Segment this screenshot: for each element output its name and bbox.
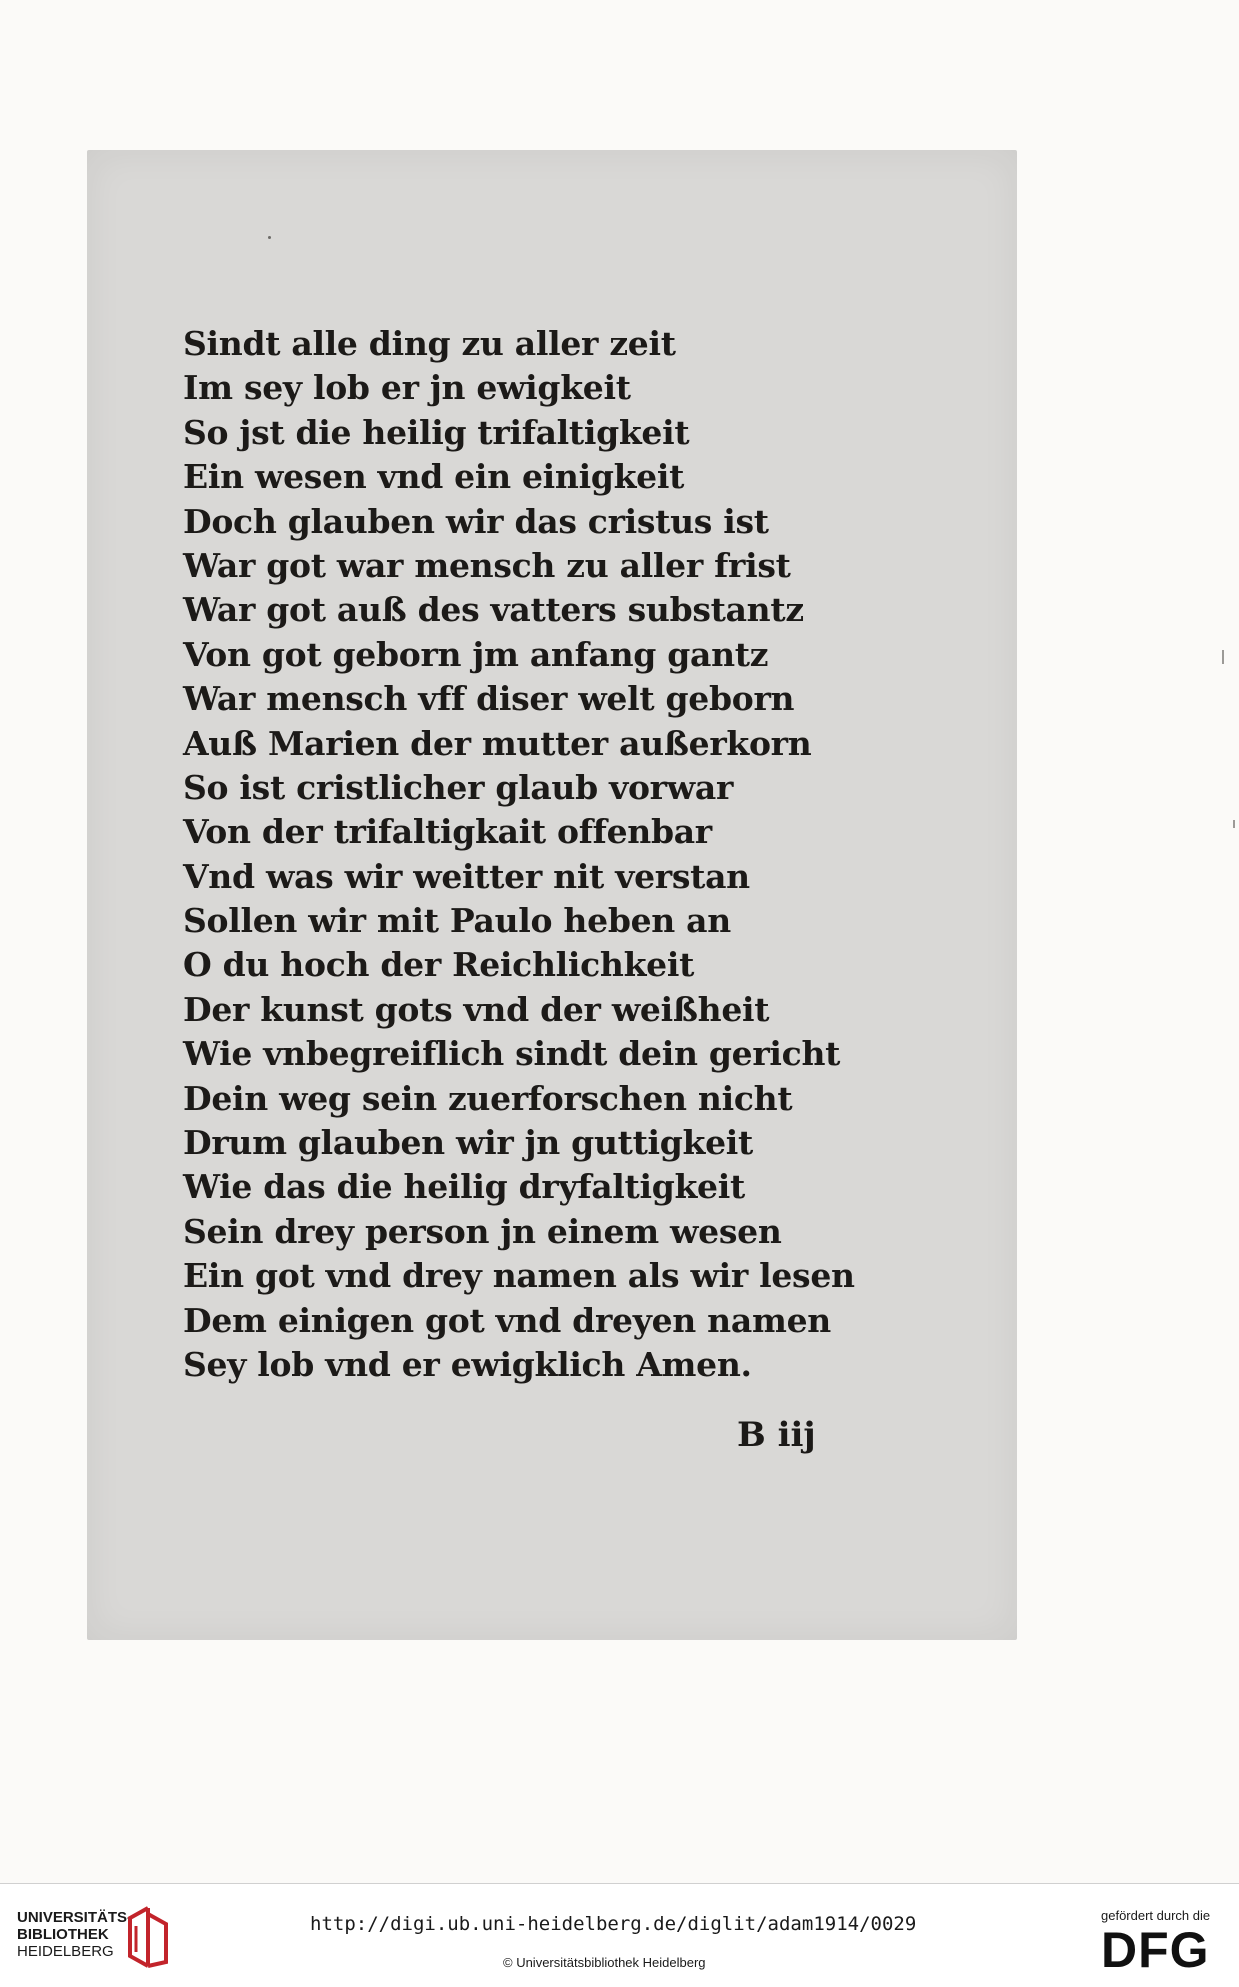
verse-line: Dein weg sein zuerforschen nicht: [183, 1078, 793, 1118]
poem-text-block: [183, 322, 855, 1387]
verse-line: Drum glauben wir jn guttigkeit: [183, 1123, 753, 1163]
verse-line: O du hoch der Reichlichkeit: [183, 945, 695, 985]
paper-mark: [1233, 820, 1235, 828]
verse-line: Ein wesen vnd ein einigkeit: [183, 457, 685, 497]
verse-line: Sein drey person jn einem wesen: [183, 1211, 782, 1251]
institution-name: [17, 1909, 132, 1960]
institution-line: UNIVERSITÄTS-: [17, 1909, 133, 1926]
library-logo-icon: [128, 1906, 170, 1968]
funding-label: gefördert durch die: [1101, 1908, 1211, 1923]
verse-line: Ein got vnd drey namen als wir lesen: [183, 1256, 855, 1296]
permalink-url[interactable]: http://digi.ub.uni-heidelberg.de/diglit/adam1914/0029: [310, 1913, 917, 1935]
verse-line: Von got geborn jm anfang gantz: [183, 634, 769, 674]
verse-line: Wie vnbegreiflich sindt dein gericht: [183, 1034, 841, 1074]
verse-line: So ist cristlicher glaub vorwar: [183, 767, 734, 807]
paper-mark: [1222, 650, 1224, 664]
copyright-notice: © Universitätsbibliothek Heidelberg: [503, 1955, 706, 1970]
verse-line: Der kunst gots vnd der weißheit: [183, 989, 770, 1029]
footer-divider: [0, 1883, 1239, 1884]
verse-line: Von der trifaltigkait offenbar: [183, 812, 712, 852]
institution-line: HEIDELBERG: [17, 1943, 114, 1960]
institution-line: BIBLIOTHEK: [17, 1926, 109, 1943]
signature-mark: B iij: [737, 1415, 816, 1455]
verse-line: Im sey lob er jn ewigkeit: [183, 368, 631, 408]
verse-line: Wie das die heilig dryfaltigkeit: [183, 1167, 745, 1207]
verse-line: Doch glauben wir das cristus ist: [183, 501, 769, 541]
verse-line: Sindt alle ding zu aller zeit: [183, 324, 676, 363]
verse-line: Sollen wir mit Paulo heben an: [183, 901, 731, 941]
verse-line: Vnd was wir weitter nit verstan: [183, 856, 750, 896]
verse-line: Dem einigen got vnd dreyen namen: [183, 1300, 831, 1340]
verse-line: Sey lob vnd er ewigklich Amen.: [183, 1344, 752, 1384]
verse-line: War got war mensch zu aller frist: [183, 545, 791, 585]
ink-speck: [268, 236, 271, 239]
verse-line: So jst die heilig trifaltigkeit: [183, 412, 690, 452]
footer-bar: [0, 1883, 1239, 1987]
verse-line: War mensch vff diser welt geborn: [183, 679, 795, 719]
verse-line: War got auß des vatters substantz: [183, 590, 804, 630]
dfg-logo: DFG: [1101, 1922, 1210, 1978]
verse-line: Auß Marien der mutter außerkorn: [183, 723, 812, 763]
